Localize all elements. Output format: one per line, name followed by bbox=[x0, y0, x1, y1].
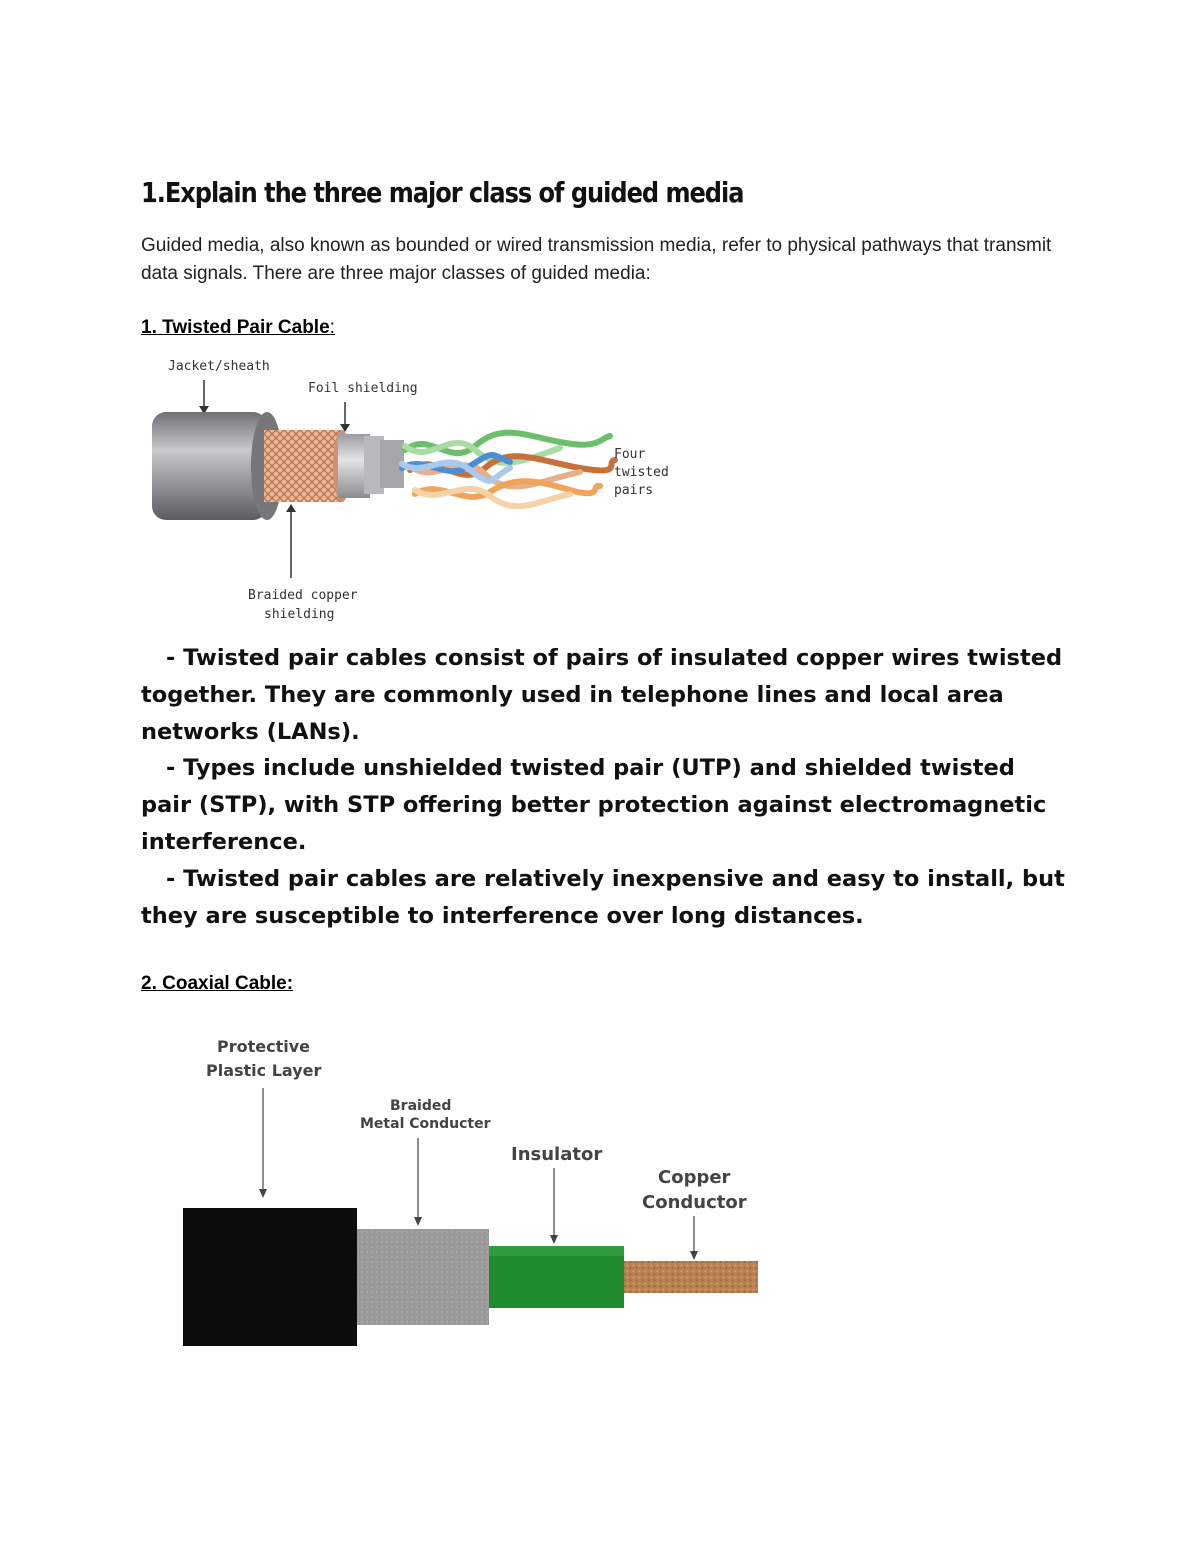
label-jacket-sheath: Jacket/sheath bbox=[168, 359, 270, 374]
four-twisted-pairs bbox=[402, 433, 615, 507]
label-braided-metal-line1: Braided bbox=[390, 1098, 452, 1114]
arrow-braided-metal-icon bbox=[414, 1217, 422, 1226]
label-braided-line1: Braided copper bbox=[248, 588, 358, 603]
coaxial-cable-diagram bbox=[170, 1030, 770, 1350]
foil-shielding-layer bbox=[338, 434, 404, 498]
twisted-pair-cable-diagram bbox=[140, 350, 680, 630]
section-heading-twisted-pair bbox=[141, 317, 335, 339]
braided-metal-layer bbox=[357, 1229, 489, 1325]
twisted-pair-heading-text: 1. Twisted Pair Cable bbox=[141, 317, 330, 338]
label-protective-line2: Plastic Layer bbox=[206, 1061, 322, 1080]
bullet-item: - Types include unshielded twisted pair (UTP) and shielded twisted pair (STP), with STP offering better protection against electromagnetic interference. bbox=[141, 755, 1047, 855]
document-title: 1.Explain the three major class of guided media bbox=[141, 176, 744, 209]
label-copper-line1: Copper bbox=[658, 1167, 731, 1188]
arrow-protective-icon bbox=[259, 1189, 267, 1198]
label-pairs-line2: twisted bbox=[614, 465, 669, 480]
label-copper-line2: Conductor bbox=[642, 1192, 747, 1213]
arrow-copper-icon bbox=[690, 1251, 698, 1260]
intro-paragraph: Guided media, also known as bounded or wired transmission media, refer to physical pathways that transmit data signals. There are three major classes of guided media: bbox=[141, 235, 1052, 284]
arrow-insulator-icon bbox=[550, 1235, 558, 1244]
label-foil-shielding: Foil shielding bbox=[308, 381, 418, 396]
jacket-sheath-layer bbox=[152, 412, 283, 520]
twisted-pair-bullets bbox=[141, 640, 1071, 934]
bullet-item: - Twisted pair cables consist of pairs of insulated copper wires twisted together. They are commonly used in telephone lines and local area networks (LANs). bbox=[141, 645, 1063, 745]
label-pairs-line1: Four bbox=[614, 447, 646, 462]
label-braided-line2: shielding bbox=[264, 607, 335, 622]
label-pairs-line3: pairs bbox=[614, 483, 654, 498]
label-insulator: Insulator bbox=[511, 1144, 603, 1165]
bullet-item: - Twisted pair cables are relatively inexpensive and easy to install, but they are susceptible to interference over long distances. bbox=[141, 865, 1065, 929]
label-braided-metal-line2: Metal Conducter bbox=[360, 1116, 491, 1132]
braided-copper-layer bbox=[264, 430, 351, 502]
protective-plastic-layer bbox=[183, 1208, 357, 1346]
arrow-braided-icon bbox=[286, 504, 296, 512]
copper-conductor-core bbox=[624, 1261, 758, 1293]
label-protective-line1: Protective bbox=[217, 1037, 311, 1056]
section-heading-coaxial: 2. Coaxial Cable: bbox=[141, 973, 294, 994]
twisted-pair-heading-colon: : bbox=[329, 317, 335, 338]
